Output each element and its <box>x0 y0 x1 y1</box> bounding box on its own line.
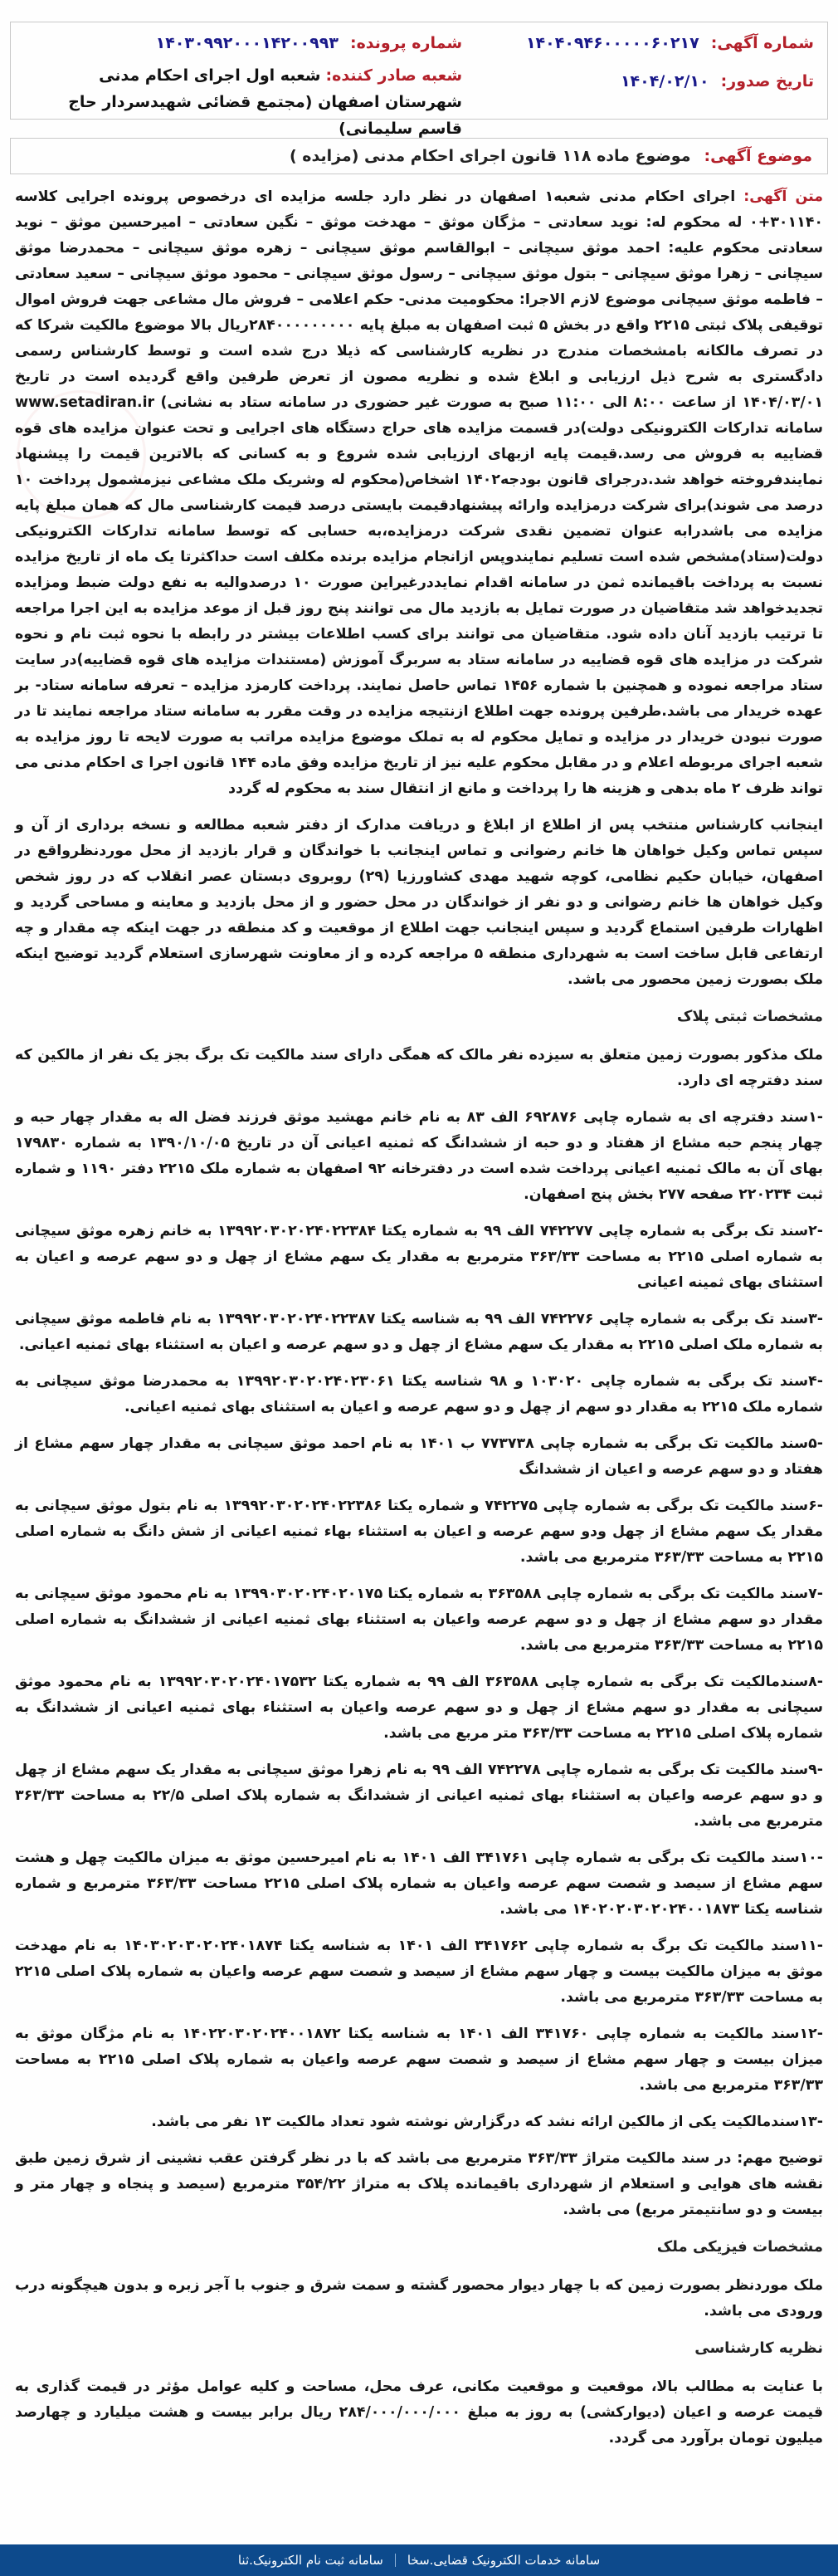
registry-title: مشخصات ثبتی پلاک <box>676 1008 823 1025</box>
notice-number: ۱۴۰۴۰۹۴۶۰۰۰۰۰۶۰۲۱۷ <box>525 34 699 52</box>
registry-item: -۵سند مالکیت تک برگی به شماره چاپی ۷۷۳۷۳۸ ب ۱۴۰۱ به نام احمد موثق سیچانی به مقدار چهار سهم مشاع از هفتاد و دو سهم عرصه و اعیان از ششدانگ <box>15 1435 823 1478</box>
registry-item: -۱سند دفترچه ای به شماره چاپی ۶۹۲۸۷۶ الف ۸۳ به نام خانم مهشید موثق فرزند فضل اله به مقدار چهار حبه و چهار پنجم حبه مشاع از هفتاد و دو حبه از ششدانگ که ثمنیه اعیانی آن در تاریخ ۱۳۹۰/۱۰/۰۵ به شماره ۱۷۹۸۳۰ بهای آن به مالک ثمنیه اعیانی پرداخت شده است در دفترخانه ۹۲ اصفهان به شماره ملک ۲۲۱۵ دفتر ۱۱۹۰ و شماره ثبت ۲۲۰۲۳۴ صفحه ۲۷۷ بخش پنج اصفهان. <box>15 1109 823 1203</box>
subject-label: موضوع آگهی: <box>704 147 812 165</box>
registry-item: -۳سند تک برگی به شماره چاپی ۷۴۲۲۷۶ الف ۹۹ به شناسه یکتا ۱۳۹۹۲۰۳۰۲۰۲۴۰۲۲۳۸۷ به نام فاطمه موثق سیچانی به شماره ملک اصلی ۲۲۱۵ به مقدار یک سهم مشاع از چهل و دو سهم عرصه و اعیان به استثناء بهای ثمنیه اعیانی. <box>15 1311 823 1353</box>
footer-divider <box>395 2554 396 2567</box>
issuer-name: شعبه اول اجرای احکام مدنی شهرستان اصفهان (مجتمع قضائی شهیدسردار حاج قاسم سلیمانی) <box>68 66 462 138</box>
expert-text: با عنایت به مطالب بالا، موقعیت و موقعیت مکانی، عرف محل، مساحت و کلیه عوامل مؤثر در قیمت گذاری به قیمت عرصه و اعیان (دیوارکشی) به روز به مبلغ ۲۸۴/۰۰۰/۰۰۰/۰۰۰ ریال برابر بیست و هشت میلیارد و چهارصد میلیون تومان برآورد می گردد. <box>15 2378 823 2446</box>
site-footer <box>0 2544 838 2576</box>
intro-paragraph <box>15 184 823 802</box>
registry-item: -۱۳سندمالکیت یکی از مالکین ارائه نشد که درگزارش نوشته شود تعداد مالکیت ۱۳ نفر می باشد. <box>151 2114 823 2130</box>
issue-date-label: تاریخ صدور: <box>720 72 814 90</box>
subject-bar <box>10 138 828 174</box>
inspection-paragraph: اینجانب کارشناس منتخب پس از اطلاع از ابلاغ و دریافت مدارک از دفتر شعبه مطالعه و نسخه برداری از آن و سپس تماس وکیل خواهان ها خانم رضوانی و تماس اینجانب با خواندگان و قرار بازدید از محل موردنظرواقع در اصفهان، خیابان حکیم نظامی، کوچه شهید مهدی کشاورزیا (۲۹) روبروی دبستان عصر انقلاب که در روز شخص وکیل خواهان ها خانم رضوانی و دو نفر از خواندگان در محل حضور و از محل بازدید و معاینه و مساحی گردید و اظهارات طرفین استماع گردید و سپس اینجانب جهت اطلاع از موقعیت و کد منطقه در جهت اینکه چه مقدار و چه ارتفاعی قابل ساخت است به شهرداری منطقه ۵ مراجعه کرده و از معاونت شهرسازی استعلام گردید توضیح اینکه ملک بصورت زمین محصور می باشد. <box>15 817 824 988</box>
registry-note: توضیح مهم: در سند مالکیت متراژ ۳۶۳/۳۳ مترمربع می باشد که با در نظر گرفتن عقب نشینی از شرق زمین طبق نقشه های هوایی و استعلام از شهرداری باقیمانده پلاک به متراژ ۳۵۴/۲۲ مترمربع (سیصد و پنجاه و چهار متر و بیست و دو سانتیمتر مربع) می باشد. <box>15 2150 823 2218</box>
registry-list <box>15 1105 823 2135</box>
notice-header <box>10 22 828 138</box>
physical-title: مشخصات فیزیکی ملک <box>656 2238 823 2256</box>
registry-item: -۷سند مالکیت تک برگی به شماره چاپی ۳۶۳۵۸۸ به شماره یکتا ۱۳۹۹۰۳۰۲۰۲۴۰۲۰۱۷۵ به نام محمود موثق سیچانی به مقدار دو سهم مشاع از چهل و دو سهم عرصه واعیان به استثناء بهای ثمنیه اعیانی از ششدانگ به شماره اصلی ۲۲۱۵ به مساحت ۳۶۳/۳۳ مترمربع می باشد. <box>15 1586 823 1654</box>
file-number: ۱۴۰۳۰۹۹۲۰۰۰۱۴۲۰۰۹۹۳ <box>155 34 339 52</box>
physical-text: ملک موردنظر بصورت زمین که با چهار دیوار محصور گشته و سمت شرق و جنوب با آجر زبره و بدون هیچگونه درب ورودی می باشد. <box>15 2277 823 2319</box>
notice-number-label: شماره آگهی: <box>710 34 814 52</box>
notice-number-row <box>526 34 814 52</box>
issuer-label: شعبه صادر کننده: <box>325 66 462 85</box>
registry-item: -۹سند مالکیت تک برگی به شماره چاپی ۷۴۲۲۷۸ الف ۹۹ به نام زهرا موثق سیچانی به مقدار یک سهم مشاع از چهل و دو سهم عرصه واعیان به استثناء بهای ثمنیه اعیانی از ششدانگ به شماره پلاک اصلی ۲۲/۵ به مساحت ۳۶۳/۳۳ مترمربع می باشد. <box>15 1762 823 1830</box>
issuer-row <box>22 62 462 142</box>
expert-title: نظریه کارشناسی <box>694 2339 823 2357</box>
notice-body <box>15 184 823 2462</box>
issue-date: ۱۴۰۴/۰۲/۱۰ <box>620 72 709 90</box>
file-number-label: شماره پرونده: <box>349 34 462 52</box>
registry-item: -۶سند مالکیت تک برگی به شماره چاپی ۷۴۲۲۷۵ و شماره یکتا ۱۳۹۹۲۰۳۰۲۰۲۴۰۲۲۳۸۶ به نام بتول موثق سیچانی به مقدار یک سهم مشاع از چهل ودو سهم عرصه و اعیان به استثناء بهاء ثمنیه اعیانی از شش دانگ به شماره اصلی ۲۲۱۵ به مساحت ۳۶۳/۳۳ مترمربع می باشد. <box>15 1498 823 1566</box>
registry-item: -۴سند تک برگی به شماره چاپی ۱۰۳۰۲۰ و ۹۸ شناسه یکتا ۱۳۹۹۲۰۳۰۲۰۲۴۰۲۳۰۶۱ به محمدرضا موثق سیچانی به شماره ملک ۲۲۱۵ به مقدار دو سهم از چهل و دو سهم عرصه و اعیان به استثنای بهای ثمنیه اعیانی. <box>15 1373 823 1415</box>
intro-text: اجرای احکام مدنی شعبه۱ اصفهان در نظر دارد جلسه مزایده ای درخصوص پرونده اجرایی کلاسه ۳۰۱۱۴۰+۰ له محکوم له: نوید سعادتی – مژگان موثق – مهدخت موثق – نگین سعادتی – امیرحسین موثق – نوید سعادتی محکوم علیه: احمد موثق سیچانی – ابوالقاسم موثق سیچانی – زهره موثق سیچانی – محمدرضا موثق سیچانی – زهرا موثق سیچانی – بتول موثق سیچانی – رسول موثق سیچانی – محمود موثق سیچانی – سعید سعادتی – فاطمه موثق سیچانی موضوع لازم الاجرا: محکومیت مدنی- حکم اعلامی – فروش مال مشاعی جهت فروش اموال توقیفی پلاک ثبتی ۲۲۱۵ واقع در بخش ۵ ثبت اصفهان به مبلغ پایه ۲۸۴۰۰۰۰۰۰۰۰۰ریال بالا موضوع مالکیت شرکا که در تصرف مالکانه بامشخصات مندرج در نظریه کارشناسی که ذیلا درج شده است و توسط کارشناس رسمی دادگستری به شرح ذیل ارزیابی و ابلاغ شده و نظریه مصون از تعرض طرفین واقع گردیده است در تاریخ ۱۴۰۴/۰۳/۰۱ از ساعت ۸:۰۰ الی ۱۱:۰۰ صبح به صورت غیر حضوری در سامانه ستاد به نشانی) www.setadiran.ir سامانه تدارکات الکترونیکی دولت)در قسمت مزایده های حراج دستگاه های اجرایی و تحت عنوان مزایده های قوه قضاییه به فروش می رسد.قیمت پایه ازبهای ارزیابی شده شروع و به کسانی که بالاترین قیمت را پیشنهاد نمایندفروخته خواهد شد.درجرای قانون بودجه۱۴۰۲ اشخاص(محکوم له وشریک ملک مشاعی نیزمشمول پرداخت ۱۰ درصد می شوند)برای شرکت درمزایده وارائه پیشنهادقیمت بایستی درصد قیمت کارشناسی مال که همان مبلغ پایه مزایده می باشدرابه عنوان تضمین نقدی شرکت درمزایده،به حسابی که توسط سامانه تدارکات الکترونیکی دولت(ستاد)مشخص شده است تسلیم نمایندوپس ازانجام مزایده برنده مکلف است حداکثرتا یک ماه از تاریخ مزایده نسبت به پرداخت باقیمانده ثمن در سامانه اقدام نمایددرغیراین صورت ۱۰ درصدوالیه به نفع دولت ضبط ومزایده تجدیدخواهد شد متقاضیان در صورت تمایل به بازدید مال می توانند پنج روز قبل از موعد مزایده به این اجرا مراجعه تا ترتیب بازدید آنان داده شود. متقاضیان می توانند برای کسب اطلاعات بیشتر در رابطه با نحوه ثبت نام و نحوه شرکت در مزایده های قوه قضاییه در سامانه ستاد به سربرگ آموزش (مستندات مزایده های قوه قضاییه)در سایت ستاد مراجعه نموده و همچنین با شماره ۱۴۵۶ تماس حاصل نمایند. پرداخت کارمزد مزایده – تعرفه سامانه ستاد- بر عهده خریدار می باشد.طرفین پرونده جهت اطلاع ازنتیجه مزایده در وقت مقرر به سامانه ستاد مراجعه نمایند تا در صورت نبودن خریدار در مزایده و تمایل محکوم له به تملک موضوع مزایده مراتب به صورت لایحه تا روز مزایده به شعبه اجرای مربوطه اعلام و در مقابل محکوم علیه نیز از تاریخ مزایده وفق ماده ۱۴۴ قانون اجرا ی احکام مدنی می تواند ظرف ۲ ماه بدهی و هزینه ها را پرداخت و مانع از انتقال سند به محکوم له گردد <box>15 188 824 797</box>
subject-text: موضوع ماده ۱۱۸ قانون اجرای احکام مدنی (مزایده ) <box>289 147 691 165</box>
registry-item: -۱۲سند مالکیت به شماره چاپی ۳۴۱۷۶۰ الف ۱۴۰۱ به شناسه یکتا ۱۴۰۲۲۰۳۰۲۰۲۴۰۰۱۸۷۲ به نام مژگان موثق به میزان بیست و چهار سهم مشاع از سیصد و شصت سهم عرصه واعیان به شماره پلاک اصلی ۲۲۱۵ به مساحت ۳۶۳/۳۳ مترمربع می باشد. <box>15 2026 823 2094</box>
registry-item: -۸سندمالکیت تک برگی به شماره چاپی ۳۶۳۵۸۸ الف ۹۹ به شماره یکتا ۱۳۹۹۲۰۳۰۲۰۲۴۰۱۷۵۳۲ به نام محمود موثق سیچانی به مقدار دو سهم مشاع از چهل و دو سهم عرصه واعیان به استثناء بهای ثمنیه اعیانی از ششدانگ به شماره پلاک اصلی ۲۲۱۵ به مساحت ۳۶۳/۳۳ متر مربع می باشد. <box>15 1674 824 1742</box>
registry-summary: ملک مذکور بصورت زمین متعلق به سیزده نفر مالک که همگی دارای سند مالکیت تک برگ بجز یک نفر از مالکین که سند دفترچه ای دارد. <box>15 1047 823 1089</box>
registry-item: -۱۰سند مالکیت تک برگی به شماره چاپی ۳۴۱۷۶۱ الف ۱۴۰۱ به نام امیرحسین موثق به میزان مالکیت چهل و هشت سهم مشاع از سیصد و شصت سهم عرصه واعیان به شماره پلاک اصلی ۲۲۱۵ مساحت ۳۶۳/۳۳ مترمربع و شماره شناسه یکتا ۱۴۰۲۰۲۰۳۰۲۰۲۴۰۰۱۸۷۳ می باشد. <box>15 1850 824 1918</box>
registry-item: -۱۱سند مالکیت تک برگ به شماره چاپی ۳۴۱۷۶۲ الف ۱۴۰۱ به شناسه یکتا ۱۴۰۳۰۲۰۳۰۲۰۲۴۰۱۸۷۴ به نام مهدخت موثق به میزان مالکیت بیست و چهار سهم مشاع از سیصد و شصت سهم عرصه واعیان به شماره پلاک اصلی ۲۲۱۵ به مساحت ۳۶۳/۳۳ مترمربع می باشد. <box>15 1938 823 2006</box>
text-label: متن آگهی: <box>743 188 823 205</box>
footer-link-sana[interactable]: سامانه ثبت نام الکترونیک.ثنا <box>237 2553 383 2568</box>
issue-date-row <box>621 72 814 90</box>
file-number-row <box>156 34 462 52</box>
footer-link-sakha[interactable]: سامانه خدمات الکترونیک قضایی.سخا <box>407 2553 601 2568</box>
registry-item: -۲سند تک برگی به شماره چاپی ۷۴۲۲۷۷ الف ۹۹ به شماره یکتا ۱۳۹۹۲۰۳۰۲۰۲۴۰۲۲۳۸۴ به خانم زهره موثق سیچانی به شماره اصلی ۲۲۱۵ به مساحت ۳۶۳/۳۳ مترمربع به مقدار یک سهم مشاع از چهل و دو سهم عرصه و اعیان به استثنای بهای ثمینه اعیانی <box>15 1223 824 1291</box>
